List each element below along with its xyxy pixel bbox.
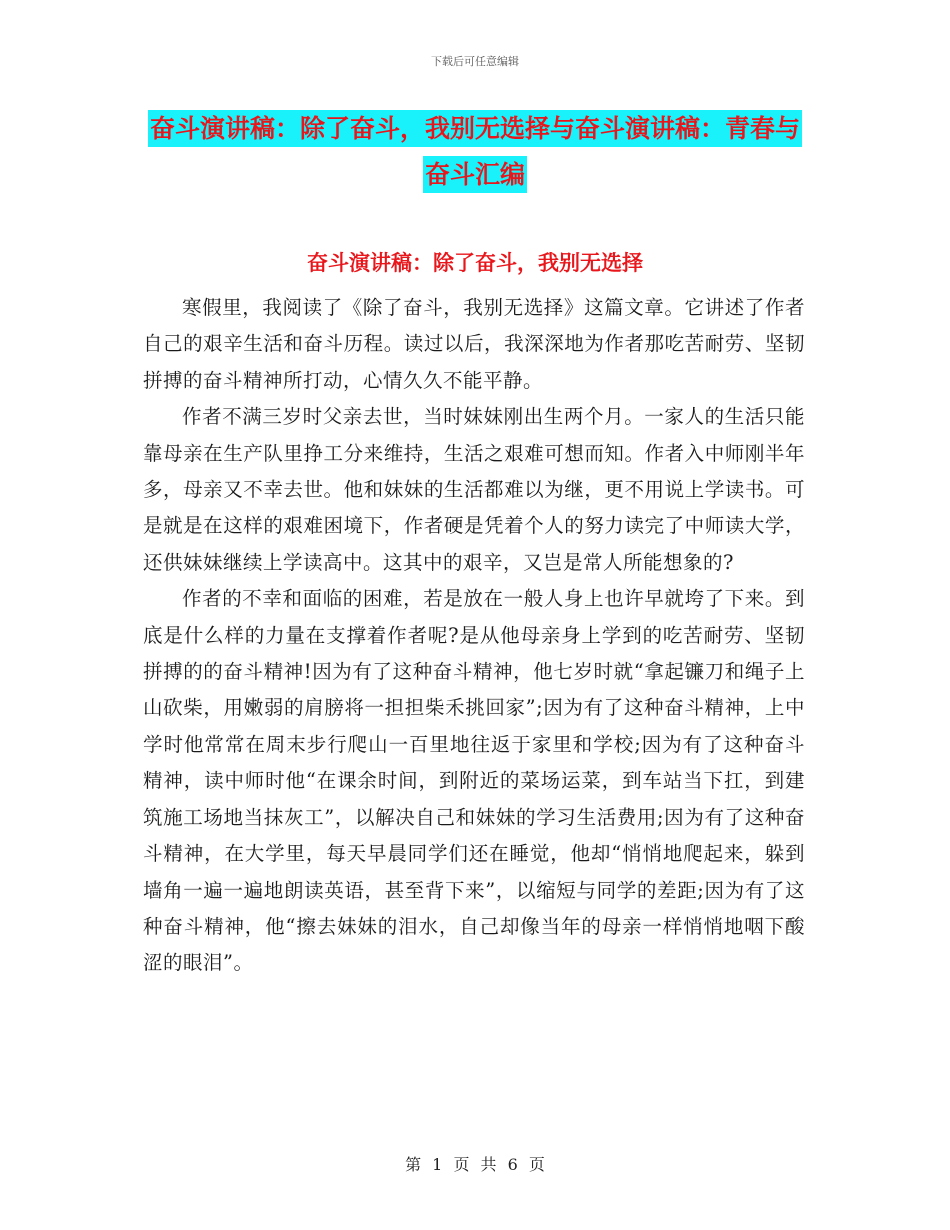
paragraph: 寒假里，我阅读了《除了奋斗，我别无选择》这篇文章。它讲述了作者自己的艰辛生活和奋斗历程。读过以后，我深深地为作者那吃苦耐劳、坚韧拼搏的奋斗精神所打动，心情久久不能平静。 (143, 296, 805, 392)
paragraph: 作者的不幸和面临的困难，若是放在一般人身上也许早就垮了下来。到底是什么样的力量在支撑着作者呢?是从他母亲身上学到的吃苦耐劳、坚韧拼搏的的奋斗精神!因为有了这种奋斗精神，他七岁时就“拿起镰刀和绳子上山砍柴，用嫩弱的肩膀将一担担柴禾挑回家”;因为有了这种奋斗精神，上中学时他常常在周末步行爬山一百里地往返于家里和学校;因为有了这种奋斗精神，读中师时他“在课余时间，到附近的菜场运菜，到车站当下扛，到建筑施工场地当抹灰工”，以解决自己和妹妹的学习生活费用;因为有了这种奋斗精神，在大学里，每天早晨同学们还在睡觉，他却“悄悄地爬起来，躲到墙角一遍一遍地朗读英语，甚至背下来”，以缩短与同学的差距;因为有了这种奋斗精神，他“擦去妹妹的泪水，自己却像当年的母亲一样悄悄地咽下酸涩的眼泪”。 (143, 587, 805, 975)
section-title: 奋斗演讲稿：除了奋斗，我别无选择 (307, 251, 643, 275)
body-text (143, 290, 805, 982)
document-title (140, 106, 810, 198)
paragraph: 作者不满三岁时父亲去世，当时妹妹刚出生两个月。一家人的生活只能靠母亲在生产队里挣工分来维持，生活之艰难可想而知。作者入中师刚半年多，母亲又不幸去世。他和妹妹的生活都难以为继，更不用说上学读书。可是就是在这样的艰难困境下，作者硬是凭着个人的努力读完了中师读大学，还供妹妹继续上学读高中。这其中的艰辛，又岂是常人所能想象的? (143, 405, 805, 574)
page-footer: 第 1 页 共 6 页 (405, 1155, 545, 1174)
document-title-text: 奋斗演讲稿：除了奋斗，我别无选择与奋斗演讲稿：青春与奋斗汇编 (148, 110, 802, 193)
header-note: 下载后可任意编辑 (431, 55, 519, 68)
